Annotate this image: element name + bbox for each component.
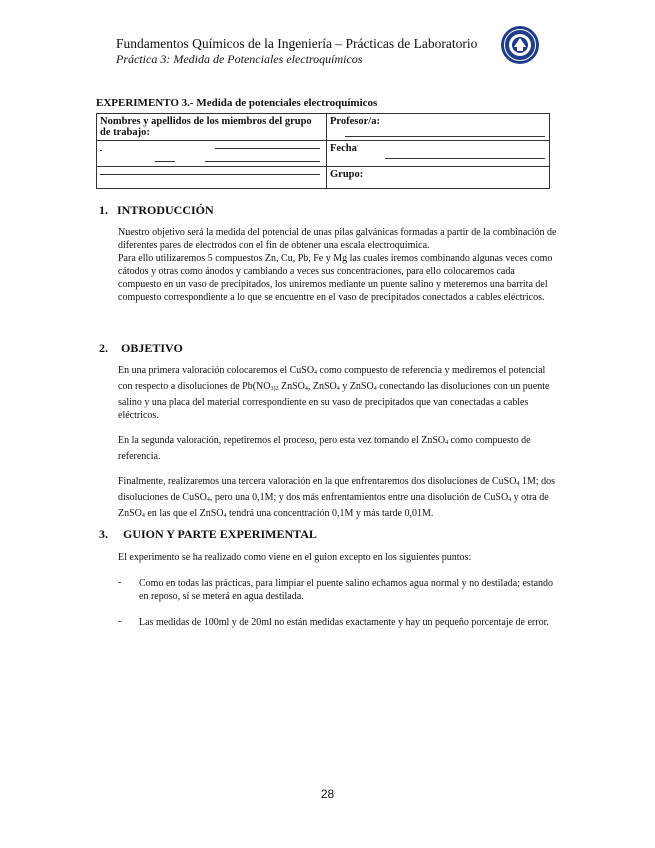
experiment-title: EXPERIMENTO 3.- Medida de potenciales electroquímicos [96,97,378,109]
group-cell [327,167,550,189]
section-title: GUION Y PARTE EXPERIMENTAL [123,527,317,541]
header-subtitle: Práctica 3: Medida de Potenciales electroquímicos [116,52,363,66]
members-last-line-cell [97,167,327,189]
date-label: Fecha [330,143,357,154]
section-heading [99,203,214,218]
members-cell [97,114,327,141]
objective-paragraph: Finalmente, realizaremos una tercera valoración en la que enfrentaremos dos disoluciones de CuSO$_4$ 1M; dos disoluciones de CuSO$_4$, pero una 0,1M; y dos más enfrentamientos entre una disolución de CuSO$_4$ y otra de ZnSO$_4$ en las que el ZnSO$_4$ tendrá una concentración 0,1M y más tarde 0,01M. [118,476,556,519]
section-number: 2. [99,341,108,355]
list-item: Las medidas de 100ml y de 20ml no están medidas exactamente y hay un pequeño porcentaje de error. [139,617,549,628]
date-line[interactable] [385,158,545,159]
professor-label: Profesor/a: [330,116,380,127]
section-number: 1. [99,203,108,217]
section-title: INTRODUCCIÓN [117,203,214,217]
objective-body [118,364,558,523]
section-title: OBJETIVO [121,341,183,355]
group-info-table [96,113,550,189]
member-name-line[interactable] [205,161,320,162]
bullet-dash: - [118,577,122,588]
list-item: Como en todas las prácticas, para limpiar el puente salino echamos agua normal y no destilada; estando en reposo, sí se meterá en agua destilada. [139,578,554,602]
bullet-dash: - [118,616,122,627]
university-seal-icon [500,25,540,65]
blank-line[interactable] [100,150,102,151]
header-title: Fundamentos Químicos de la Ingeniería – Prácticas de Laboratorio [116,36,478,51]
intro-body [118,226,558,304]
member-name-line[interactable] [100,174,320,175]
page-number: 28 [320,787,335,801]
members-lines-cell [97,141,327,167]
group-label: Grupo: [330,169,364,180]
professor-line[interactable] [345,136,545,137]
objective-paragraph: En una primera valoración colocaremos el CuSO$_4$ como compuesto de referencia y mediremos el potencial con respecto a disoluciones de $Pb(NO_{3)2}$ ZnSO$_4$, ZnSO$_4$ y ZnSO$_4$ conectando las disoluciones con un puente salino y una placa del material correspondiente en su vaso de precipitados que van conectadas a cables eléctricos. [118,365,550,421]
experimental-intro: El experimento se ha realizado como viene en el guion excepto en los siguientes puntos: [118,552,472,563]
date-cell: Fecha. [327,141,550,167]
objective-paragraph: En la segunda valoración, repetiremos el proceso, pero esta vez tomando el ZnSO$_4$ como compuesto de referencia. [118,435,531,462]
section-heading [99,341,183,356]
intro-paragraph: Nuestro objetivo será la medida del potencial de unas pilas galvánicas formadas a partir de la combinación de diferentes pares de electrodos con el fin de obtener una escala electroquímica. [118,227,557,251]
member-name-line[interactable] [215,148,320,149]
section-heading [99,527,317,542]
member-name-line[interactable] [155,161,175,162]
intro-paragraph: Para ello utilizaremos 5 compuestos Zn, Cu, Pb, Fe y Mg las cuales iremos combinando algunas veces como cátodos y otras como ánodos y cambiando a veces sus concentraciones, para ello colocaremos cada compuesto en un vaso de precipitados, los uniremos mediante un puente salino y meteremos una barrita del compuesto correspondiente a lo que se encuentre en el vaso de precipitados conectados a cables eléctricos. [118,253,553,303]
section-number: 3. [99,527,108,541]
members-label: Nombres y apellidos de los miembros del grupo de trabajo: [100,116,312,138]
